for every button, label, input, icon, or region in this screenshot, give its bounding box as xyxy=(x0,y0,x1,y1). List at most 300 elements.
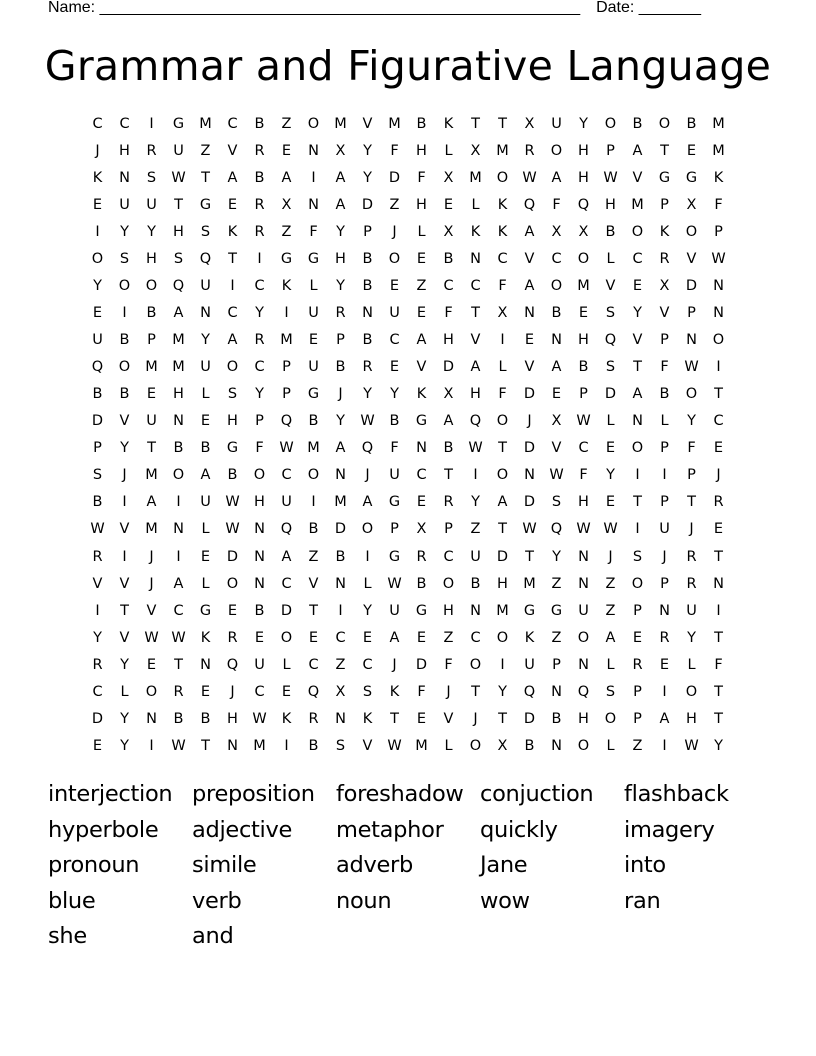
grid-letter: W xyxy=(684,359,699,376)
grid-letter: R xyxy=(254,143,265,160)
grid-letter: H xyxy=(443,602,454,619)
grid-row xyxy=(84,303,756,330)
grid-letter: N xyxy=(470,251,481,268)
grid-letter: J xyxy=(122,467,127,484)
grid-letter: J xyxy=(149,575,154,592)
grid-letter: K xyxy=(470,224,481,241)
grid-letter: W xyxy=(171,737,186,754)
grid-letter: P xyxy=(633,602,642,619)
grid-letter: P xyxy=(660,440,669,457)
grid-letter: O xyxy=(550,278,563,295)
grid-letter: A xyxy=(443,413,454,430)
grid-letter: U xyxy=(308,305,319,322)
grid-letter: Y xyxy=(255,386,264,403)
grid-letter: F xyxy=(309,224,318,241)
grid-letter: L xyxy=(201,575,210,592)
grid-letter: W xyxy=(252,710,267,727)
grid-letter: Y xyxy=(93,278,102,295)
grid-letter: L xyxy=(606,737,615,754)
grid-row xyxy=(84,655,756,682)
grid-letter: B xyxy=(254,170,265,187)
grid-letter: I xyxy=(716,602,721,619)
grid-letter: I xyxy=(122,494,127,511)
grid-letter: B xyxy=(308,521,319,538)
grid-row xyxy=(84,276,756,303)
grid-letter: O xyxy=(685,386,698,403)
grid-letter: K xyxy=(443,116,454,132)
grid-letter: Y xyxy=(714,737,723,754)
word-bank-item: and xyxy=(192,923,234,949)
grid-letter: Z xyxy=(551,575,562,592)
grid-letter: E xyxy=(713,521,724,538)
grid-letter: C xyxy=(470,629,481,646)
grid-letter: G xyxy=(388,494,401,511)
grid-row xyxy=(84,736,756,763)
grid-letter: Q xyxy=(523,683,536,700)
grid-letter: B xyxy=(605,224,616,241)
word-bank-item: into xyxy=(624,852,666,878)
grid-row xyxy=(84,195,756,222)
grid-letter: E xyxy=(632,278,643,295)
grid-letter: N xyxy=(578,548,589,565)
grid-letter: U xyxy=(470,548,481,565)
grid-letter: R xyxy=(524,143,535,160)
grid-letter: M xyxy=(199,116,212,132)
grid-letter: E xyxy=(92,737,103,754)
grid-letter: W xyxy=(711,251,726,268)
grid-letter: I xyxy=(365,548,370,565)
grid-letter: P xyxy=(93,440,102,457)
grid-letter: H xyxy=(173,386,184,403)
grid-letter: L xyxy=(201,386,210,403)
grid-letter: I xyxy=(662,467,667,484)
grid-letter: J xyxy=(527,413,532,430)
grid-letter: S xyxy=(200,224,211,241)
grid-letter: R xyxy=(686,548,697,565)
grid-letter: T xyxy=(525,548,534,565)
grid-letter: P xyxy=(633,710,642,727)
grid-letter: E xyxy=(146,656,157,673)
grid-letter: Y xyxy=(687,629,696,646)
grid-letter: V xyxy=(686,251,697,268)
grid-letter: A xyxy=(416,332,427,349)
grid-letter: B xyxy=(308,413,319,430)
grid-letter: D xyxy=(91,413,104,430)
grid-letter: N xyxy=(254,521,265,538)
grid-letter: O xyxy=(631,224,644,241)
grid-letter: D xyxy=(604,386,617,403)
grid-letter: J xyxy=(365,467,370,484)
grid-letter: I xyxy=(95,224,100,241)
grid-letter: W xyxy=(387,737,402,754)
grid-letter: P xyxy=(579,386,588,403)
grid-letter: Z xyxy=(308,548,319,565)
grid-letter: T xyxy=(201,170,210,187)
grid-letter: H xyxy=(578,332,589,349)
grid-letter: J xyxy=(689,521,694,538)
grid-letter: A xyxy=(173,575,184,592)
grid-letter: U xyxy=(119,197,130,214)
grid-letter: A xyxy=(470,359,481,376)
grid-letter: O xyxy=(496,413,509,430)
grid-letter: F xyxy=(687,440,696,457)
grid-letter: O xyxy=(91,251,104,268)
grid-letter: E xyxy=(551,386,562,403)
grid-letter: S xyxy=(362,683,373,700)
grid-letter: W xyxy=(90,521,105,538)
grid-letter: P xyxy=(390,521,399,538)
grid-letter: O xyxy=(253,467,266,484)
grid-letter: A xyxy=(200,467,211,484)
grid-letter: F xyxy=(444,656,453,673)
grid-letter: P xyxy=(282,386,291,403)
grid-letter: Y xyxy=(498,683,507,700)
grid-letter: Y xyxy=(363,170,372,187)
grid-letter: Z xyxy=(551,629,562,646)
grid-letter: P xyxy=(660,575,669,592)
grid-letter: I xyxy=(500,332,505,349)
grid-letter: B xyxy=(551,710,562,727)
grid-letter: G xyxy=(415,413,428,430)
grid-letter: L xyxy=(417,224,426,241)
word-bank-item: adjective xyxy=(192,816,293,843)
grid-letter: T xyxy=(498,521,507,538)
grid-letter: E xyxy=(281,683,292,700)
grid-letter: K xyxy=(497,197,508,214)
grid-row xyxy=(84,682,756,709)
grid-letter: J xyxy=(230,683,235,700)
grid-letter: C xyxy=(470,278,481,295)
grid-letter: N xyxy=(551,332,562,349)
grid-letter: R xyxy=(335,305,346,322)
grid-letter: F xyxy=(714,656,723,673)
word-bank-item: preposition xyxy=(192,781,315,807)
grid-letter: O xyxy=(577,251,590,268)
grid-row xyxy=(84,330,756,357)
grid-letter: H xyxy=(227,413,238,430)
grid-letter: U xyxy=(146,413,157,430)
grid-letter: R xyxy=(416,548,427,565)
grid-letter: H xyxy=(335,251,346,268)
grid-letter: M xyxy=(469,170,482,187)
grid-letter: C xyxy=(335,629,346,646)
grid-letter: I xyxy=(500,656,505,673)
grid-letter: J xyxy=(338,386,343,403)
grid-letter: X xyxy=(416,521,427,538)
grid-letter: I xyxy=(122,305,127,322)
grid-letter: S xyxy=(632,548,643,565)
grid-letter: A xyxy=(335,170,346,187)
grid-letter: N xyxy=(227,737,238,754)
grid-letter: P xyxy=(633,683,642,700)
grid-letter: P xyxy=(255,413,264,430)
grid-letter: O xyxy=(226,359,239,376)
grid-letter: I xyxy=(176,494,181,511)
grid-letter: U xyxy=(146,197,157,214)
grid-letter: C xyxy=(281,467,292,484)
grid-letter: U xyxy=(200,494,211,511)
grid-letter: P xyxy=(606,143,615,160)
grid-letter: L xyxy=(660,413,669,430)
grid-letter: A xyxy=(281,548,292,565)
grid-letter: N xyxy=(200,656,211,673)
grid-letter: V xyxy=(524,251,535,268)
grid-letter: P xyxy=(336,332,345,349)
grid-row xyxy=(84,492,756,519)
grid-letter: D xyxy=(388,170,401,187)
grid-letter: J xyxy=(608,548,613,565)
grid-letter: D xyxy=(91,710,104,727)
grid-letter: D xyxy=(442,359,455,376)
grid-letter: H xyxy=(416,197,427,214)
grid-letter: K xyxy=(227,224,238,241)
grid-row xyxy=(84,357,756,384)
grid-letter: O xyxy=(118,359,131,376)
grid-letter: N xyxy=(254,575,265,592)
grid-letter: A xyxy=(524,278,535,295)
grid-letter: Y xyxy=(633,305,642,322)
grid-letter: T xyxy=(120,602,129,619)
grid-letter: X xyxy=(659,278,670,295)
grid-letter: N xyxy=(308,197,319,214)
grid-letter: P xyxy=(552,656,561,673)
grid-letter: B xyxy=(389,413,400,430)
grid-letter: A xyxy=(146,494,157,511)
grid-letter: M xyxy=(145,467,158,484)
grid-letter: L xyxy=(363,575,372,592)
grid-letter: D xyxy=(496,548,509,565)
grid-letter: Y xyxy=(552,548,561,565)
grid-letter: J xyxy=(446,683,451,700)
grid-letter: W xyxy=(387,575,402,592)
grid-letter: W xyxy=(603,170,618,187)
grid-letter: C xyxy=(227,116,238,132)
word-bank-item: hyperbole xyxy=(48,816,159,843)
grid-letter: V xyxy=(659,305,670,322)
word-bank-item: foreshadow xyxy=(336,781,464,807)
grid-letter: O xyxy=(118,278,131,295)
grid-letter: I xyxy=(176,548,181,565)
grid-letter: O xyxy=(172,467,185,484)
grid-letter: O xyxy=(469,656,482,673)
grid-letter: E xyxy=(416,251,427,268)
grid-letter: U xyxy=(92,332,103,349)
grid-letter: L xyxy=(309,278,318,295)
grid-letter: Q xyxy=(226,656,239,673)
grid-letter: E xyxy=(92,197,103,214)
grid-letter: L xyxy=(444,143,453,160)
grid-row xyxy=(84,628,756,655)
grid-letter: C xyxy=(551,251,562,268)
grid-letter: C xyxy=(308,656,319,673)
grid-letter: O xyxy=(469,737,482,754)
grid-letter: B xyxy=(227,467,238,484)
grid-letter: E xyxy=(578,305,589,322)
grid-letter: G xyxy=(523,602,536,619)
grid-letter: N xyxy=(416,440,427,457)
word-bank-item: Jane xyxy=(480,852,528,878)
grid-letter: Y xyxy=(687,413,696,430)
grid-letter: F xyxy=(390,440,399,457)
grid-letter: C xyxy=(416,467,427,484)
grid-letter: M xyxy=(307,440,320,457)
grid-letter: H xyxy=(578,143,589,160)
grid-letter: B xyxy=(470,575,481,592)
grid-letter: O xyxy=(307,116,320,132)
grid-letter: T xyxy=(147,440,156,457)
grid-letter: L xyxy=(606,251,615,268)
grid-letter: K xyxy=(416,386,427,403)
grid-letter: B xyxy=(200,440,211,457)
grid-letter: K xyxy=(281,278,292,295)
grid-letter: R xyxy=(443,494,454,511)
grid-letter: Q xyxy=(577,197,590,214)
grid-letter: X xyxy=(470,143,481,160)
grid-letter: N xyxy=(578,575,589,592)
grid-letter: V xyxy=(362,116,373,132)
grid-letter: V xyxy=(362,737,373,754)
grid-letter: M xyxy=(280,332,293,349)
grid-letter: E xyxy=(308,332,319,349)
grid-letter: Y xyxy=(336,413,345,430)
grid-letter: X xyxy=(551,413,562,430)
word-bank-item: noun xyxy=(336,887,392,914)
grid-letter: V xyxy=(605,278,616,295)
grid-letter: I xyxy=(311,494,316,511)
grid-letter: R xyxy=(227,629,238,646)
grid-letter: P xyxy=(660,332,669,349)
letter-grid xyxy=(84,114,756,763)
grid-letter: E xyxy=(416,710,427,727)
grid-letter: G xyxy=(280,251,293,268)
grid-letter: O xyxy=(388,251,401,268)
grid-letter: N xyxy=(200,305,211,322)
grid-letter: E xyxy=(200,683,211,700)
grid-letter: M xyxy=(523,575,536,592)
grid-letter: O xyxy=(604,116,617,132)
grid-letter: E xyxy=(686,143,697,160)
grid-letter: C xyxy=(254,683,265,700)
grid-letter: P xyxy=(687,467,696,484)
grid-letter: H xyxy=(686,710,697,727)
grid-letter: N xyxy=(173,521,184,538)
grid-letter: E xyxy=(200,548,211,565)
word-bank-item: ran xyxy=(624,887,661,914)
grid-letter: V xyxy=(146,602,157,619)
grid-letter: Q xyxy=(280,521,293,538)
grid-letter: E xyxy=(632,629,643,646)
grid-letter: O xyxy=(496,467,509,484)
grid-letter: Q xyxy=(280,413,293,430)
grid-letter: S xyxy=(335,737,346,754)
grid-letter: R xyxy=(686,575,697,592)
grid-row xyxy=(84,519,756,546)
grid-letter: F xyxy=(714,197,723,214)
grid-letter: I xyxy=(149,116,154,132)
grid-letter: E xyxy=(416,305,427,322)
grid-letter: Y xyxy=(579,116,588,132)
grid-letter: C xyxy=(443,548,454,565)
grid-letter: B xyxy=(416,575,427,592)
grid-letter: E xyxy=(200,413,211,430)
grid-letter: H xyxy=(173,224,184,241)
grid-letter: W xyxy=(468,440,483,457)
grid-letter: D xyxy=(523,710,536,727)
grid-letter: N xyxy=(713,305,724,322)
grid-letter: N xyxy=(335,467,346,484)
grid-letter: X xyxy=(686,197,697,214)
grid-letter: N xyxy=(551,683,562,700)
grid-letter: D xyxy=(523,386,536,403)
grid-letter: Z xyxy=(632,737,643,754)
grid-letter: F xyxy=(498,278,507,295)
grid-letter: C xyxy=(632,251,643,268)
grid-letter: Z xyxy=(200,143,211,160)
grid-letter: I xyxy=(662,683,667,700)
grid-letter: L xyxy=(498,359,507,376)
grid-letter: C xyxy=(119,116,130,132)
grid-letter: E xyxy=(416,629,427,646)
grid-letter: P xyxy=(660,197,669,214)
grid-letter: W xyxy=(171,170,186,187)
grid-letter: J xyxy=(95,143,100,160)
grid-letter: T xyxy=(201,737,210,754)
grid-letter: N xyxy=(713,575,724,592)
grid-letter: E xyxy=(416,494,427,511)
grid-letter: L xyxy=(606,656,615,673)
grid-letter: I xyxy=(149,737,154,754)
grid-letter: V xyxy=(632,170,643,187)
word-bank-item: wow xyxy=(480,887,530,914)
grid-letter: P xyxy=(714,224,723,241)
grid-letter: T xyxy=(471,116,480,132)
grid-letter: A xyxy=(227,332,238,349)
page-title: Grammar and Figurative Language xyxy=(44,42,772,90)
grid-row xyxy=(84,249,756,276)
grid-letter: T xyxy=(174,197,183,214)
grid-letter: J xyxy=(716,467,721,484)
grid-letter: R xyxy=(173,683,184,700)
grid-letter: V xyxy=(470,332,481,349)
grid-letter: G xyxy=(307,386,320,403)
grid-letter: Q xyxy=(577,683,590,700)
grid-letter: T xyxy=(714,386,723,403)
grid-letter: I xyxy=(635,467,640,484)
grid-letter: R xyxy=(632,656,643,673)
grid-letter: X xyxy=(578,224,589,241)
grid-letter: B xyxy=(146,305,157,322)
grid-letter: T xyxy=(660,143,669,160)
grid-letter: N xyxy=(308,143,319,160)
word-bank-item: quickly xyxy=(480,816,558,843)
grid-letter: B xyxy=(119,386,130,403)
grid-letter: T xyxy=(633,359,642,376)
grid-letter: D xyxy=(415,656,428,673)
grid-letter: W xyxy=(576,521,591,538)
grid-letter: R xyxy=(308,710,319,727)
grid-letter: Q xyxy=(91,359,104,376)
grid-letter: V xyxy=(416,359,427,376)
grid-letter: R xyxy=(254,224,265,241)
grid-row xyxy=(84,601,756,628)
grid-letter: S xyxy=(551,494,562,511)
grid-letter: C xyxy=(362,656,373,673)
grid-letter: B xyxy=(524,737,535,754)
grid-letter: B xyxy=(119,332,130,349)
grid-letter: R xyxy=(659,629,670,646)
grid-letter: B xyxy=(416,116,427,132)
grid-letter: X xyxy=(524,116,535,132)
